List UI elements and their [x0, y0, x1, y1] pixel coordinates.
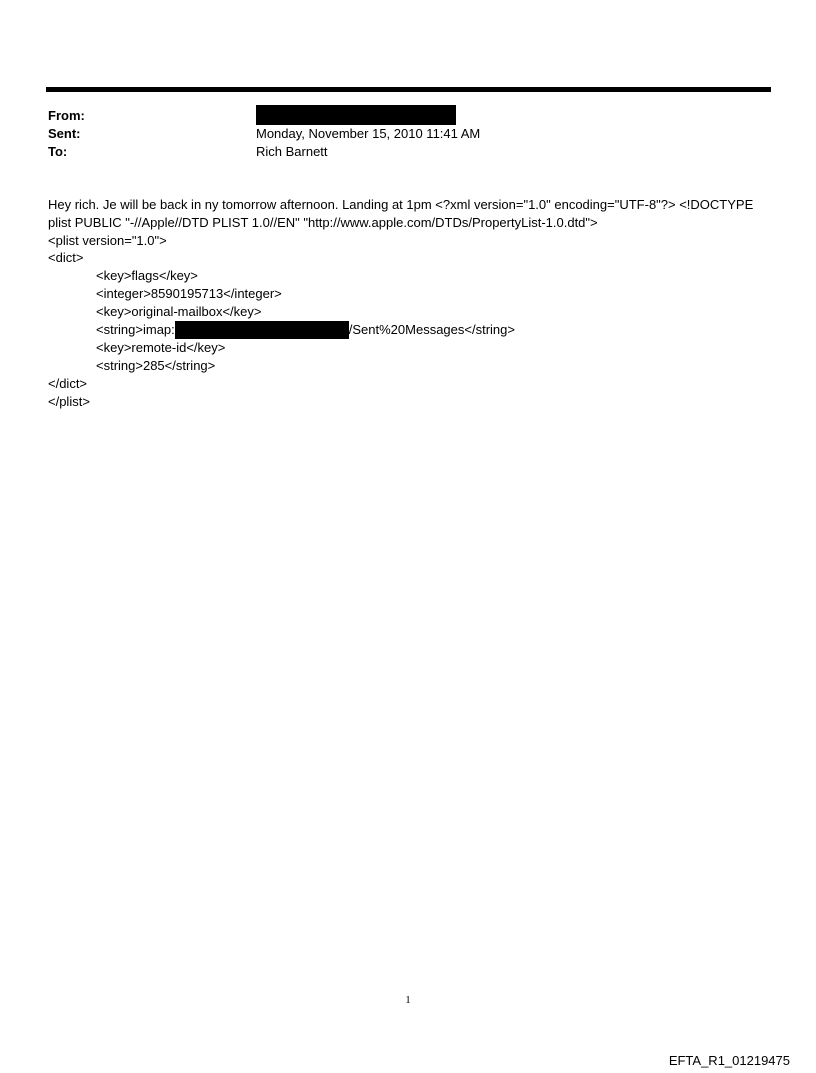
page-number: 1	[405, 994, 411, 1006]
body-line: <key>remote-id</key>	[96, 340, 226, 356]
from-label: From:	[48, 108, 85, 123]
body-line: <key>flags</key>	[96, 268, 198, 284]
body-line: plist PUBLIC "-//Apple//DTD PLIST 1.0//EN" "http://www.apple.com/DTDs/PropertyList-1.0.dtd">	[48, 214, 598, 230]
imap-redaction	[175, 321, 349, 339]
body-line: <plist version="1.0">	[48, 232, 167, 248]
to-value: Rich Barnett	[256, 144, 328, 159]
body-line: <string>285</string>	[96, 357, 216, 373]
body-line	[48, 321, 778, 340]
bates-number: EFTA_R1_01219475	[668, 1053, 790, 1068]
body-line: <key>original-mailbox</key>	[96, 303, 262, 319]
header-rule	[46, 87, 771, 92]
body-line: <dict>	[48, 250, 84, 266]
body-line: </plist>	[48, 393, 90, 409]
to-label: To:	[48, 144, 68, 159]
message-body	[48, 196, 778, 410]
sent-label: Sent:	[48, 126, 81, 141]
sent-value: Monday, November 15, 2010 11:41 AM	[256, 126, 481, 141]
body-text: <string>imap:	[96, 321, 175, 337]
body-line: </dict>	[48, 375, 88, 391]
from-redaction	[256, 105, 456, 125]
body-text: /Sent%20Messages</string>	[348, 321, 515, 337]
body-line: <integer>8590195713</integer>	[96, 285, 282, 301]
body-line: Hey rich. Je will be back in ny tomorrow afternoon. Landing at 1pm <?xml version="1.0" encoding="UTF-8"?> <!DOCTYPE	[48, 197, 754, 212]
